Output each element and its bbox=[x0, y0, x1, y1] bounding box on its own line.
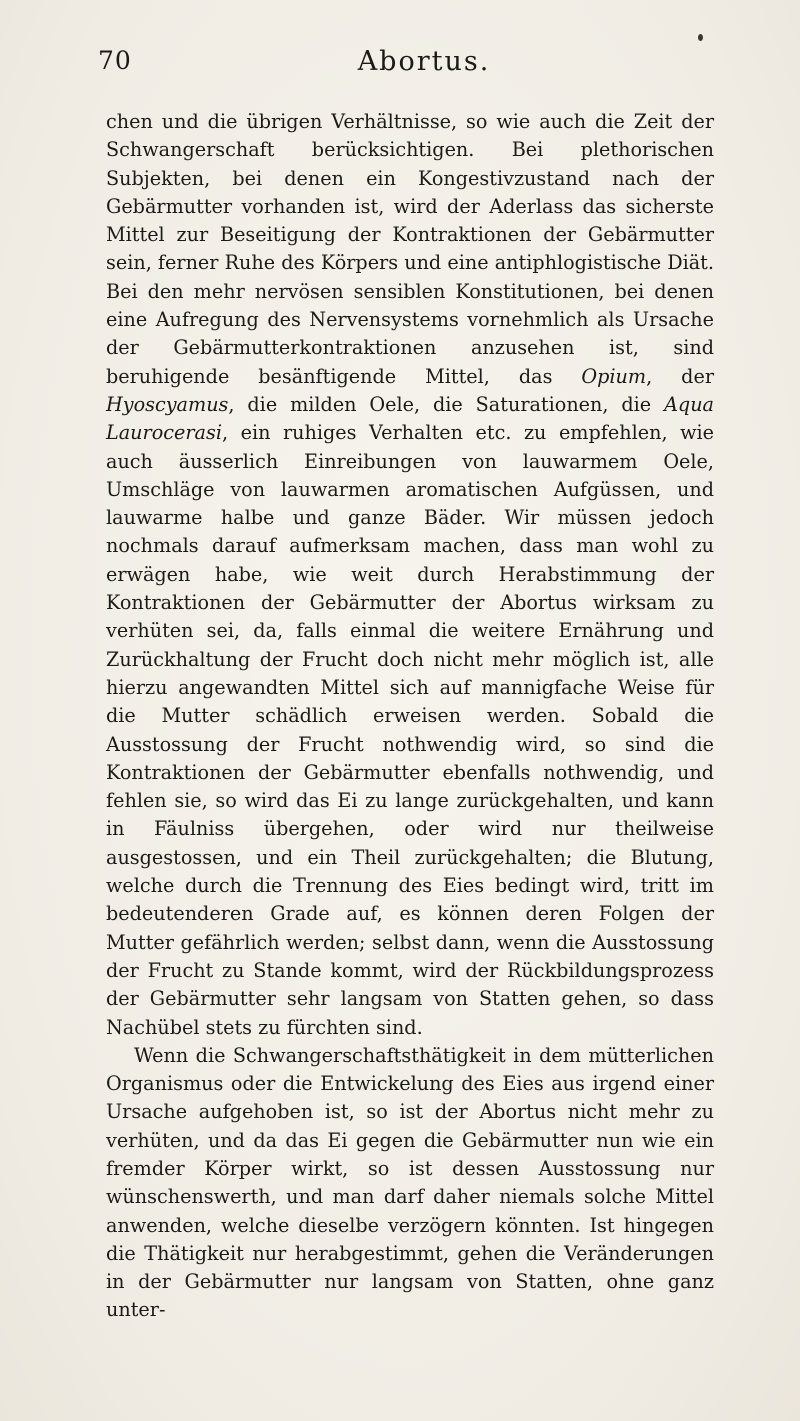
paragraph-1-text-a: chen und die übrigen Verhältnisse, so wie auch die Zeit der Schwangerschaft berücksichtigen. Bei plethorischen Subjekten, bei denen ein Kongestivzustand nach der Gebärmutter vorhanden ist, wird der Aderlass das sicherste Mittel zur Beseitigung der Kontraktionen der Gebärmutter sein, ferner Ruhe des Körpers und eine antiphlogistische Diät. Bei den mehr nervösen sensiblen Konstitutionen, bei denen eine Aufregung des Nervensystems vornehmlich als Ursache der Gebärmutterkontraktionen anzusehen ist, sind beruhigende besänftigende Mittel, das bbox=[106, 110, 714, 388]
running-title: Abortus. bbox=[357, 46, 491, 77]
paragraph-1-text-d: , ein ruhiges Verhalten etc. zu empfehlen, wie auch äusserlich Einreibungen von lauwarmem Oele, Umschläge von lauwarmen aromatischen Aufgüssen, und lauwarme halbe und ganze Bäder. Wir müssen jedoch nochmals darauf aufmerksam machen, dass man wohl zu erwägen habe, wie weit durch Herabstimmung der Kontraktionen der Gebärmutter der Abortus wirksam zu verhüten sei, da, falls einmal die weitere Ernährung und Zurückhaltung der Frucht doch nicht mehr möglich ist, alle hierzu angewandten Mittel sich auf mannigfache Weise für die Mutter schädlich erweisen werden. Sobald die Ausstossung der Frucht nothwendig wird, so sind die Kontraktionen der Gebärmutter ebenfalls nothwendig, und fehlen sie, so wird das Ei zu lange zurückgehalten, und kann in Fäulniss übergehen, oder wird nur theilweise ausgestossen, und ein Theil zurückgehalten; die Blutung, welche durch die Trennung des Eies bedingt wird, tritt im bedeutenderen Grade auf, es können deren Folgen der Mutter gefährlich werden; selbst dann, wenn die Ausstossung der Frucht zu Stande kommt, wird der Rückbildungsprozess der Gebärmutter sehr langsam von Statten gehen, so dass Nachübel stets zu fürchten sind. bbox=[106, 421, 714, 1039]
page-number: 70 bbox=[98, 46, 132, 75]
term-aqua-laurocerasi: Aqua Laurocerasi bbox=[106, 392, 714, 445]
running-head bbox=[98, 46, 710, 86]
paragraph-1 bbox=[106, 108, 714, 1042]
ink-speck bbox=[698, 34, 703, 41]
paragraph-2: Wenn die Schwangerschaftsthätigkeit in dem mütterlichen Organismus oder die Entwickelung des Eies aus irgend einer Ursache aufgehoben ist, so ist der Abortus nicht mehr zu verhüten, und da das Ei gegen die Gebärmutter nun wie ein fremder Körper wirkt, so ist dessen Ausstossung nur wünschenswerth, und man darf daher niemals solche Mittel anwenden, welche dieselbe verzögern könnten. Ist hingegen die Thätigkeit nur herabgestimmt, gehen die Veränderungen in der Gebärmutter nur langsam von Statten, ohne ganz unter- bbox=[106, 1043, 714, 1322]
term-opium: Opium bbox=[581, 364, 647, 388]
term-hyoscyamus: Hyoscyamus bbox=[106, 392, 229, 416]
body-text bbox=[106, 108, 714, 1325]
paragraph-1-text-c: , die milden Oele, die Saturationen, die bbox=[228, 392, 665, 416]
paragraph-1-text-b: , der bbox=[646, 364, 714, 388]
